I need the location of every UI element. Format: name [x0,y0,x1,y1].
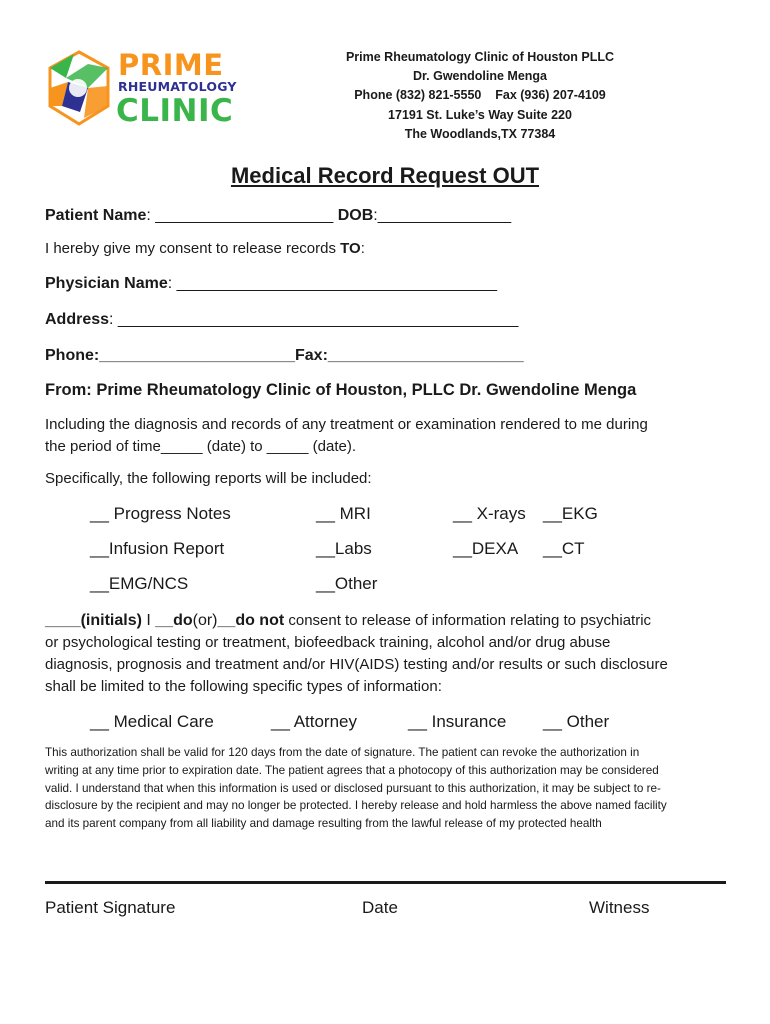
report-ekg[interactable]: __EKG [543,504,598,523]
do-option[interactable]: __do [155,612,193,629]
report-xrays[interactable]: __ X-rays [453,504,526,523]
logo-word-prime: PRIME [118,48,224,82]
dob-label: DOB [337,207,374,224]
initials-i: I [141,612,156,629]
phone-label: Phone [45,347,94,364]
date-field[interactable]: Date [362,898,398,917]
patient-signature-field[interactable]: Patient Signature [45,898,176,917]
patient-name-label: Patient Name [45,207,147,224]
clinic-address-block [330,48,630,144]
info-medical-care[interactable]: __ Medical Care [90,712,214,731]
report-infusion[interactable]: __Infusion Report [90,539,225,558]
patient-name-field[interactable]: : ____________________ [146,207,338,224]
clinic-phone-fax: Phone (832) 821-5550 Fax (936) 207-4109 [354,88,606,103]
info-attorney[interactable]: __ Attorney [271,712,358,731]
consent-text: I hereby give my consent to release records [45,240,341,257]
authorization-line-5: and its parent company from all liability and damage resulting from the lawful release of my protected health [45,817,602,831]
address-line [45,311,518,329]
or-text: (or) [192,612,218,629]
initials-line-2: or psychological testing or treatment, biofeedback training, alcohol and/or drug abuse [45,634,611,651]
report-dexa[interactable]: __DEXA [453,539,519,558]
initials-paragraph [45,610,725,698]
clinic-city: The Woodlands,TX 77384 [404,126,556,141]
authorization-line-3: valid. I understand that when this information is used or disclosed pursuant to this authorization, it may be subject to re- [45,781,661,795]
from-line: From: Prime Rheumatology Clinic of Houston, PLLC Dr. Gwendoline Menga [45,381,637,399]
consent-colon: : [360,240,365,257]
info-insurance[interactable]: __ Insurance [408,712,507,731]
initials-line-3: diagnosis, prognosis and treatment and/or HIV(AIDS) testing and/or results or such disclosure [45,656,668,673]
physician-name-field[interactable]: : ____________________________________ [167,275,497,292]
initials-field[interactable]: ____ [45,612,81,629]
document-title: Medical Record Request OUT [230,163,540,188]
logo-word-rheumatology: RHEUMATOLOGY [118,79,237,94]
clinic-name: Prime Rheumatology Clinic of Houston PLLC [345,50,615,64]
doctor-name: Dr. Gwendoline Menga [412,69,548,84]
address-label: Address [45,311,110,328]
initials-line-1 [45,610,725,632]
initials-label: (initials) [80,612,142,629]
fax-label: Fax [294,347,323,364]
initials-line-4: shall be limited to the following specific types of information: [45,678,442,695]
report-ct[interactable]: __CT [543,539,585,558]
including-line-2: the period of time_____ (date) to _____ (date). [45,438,357,455]
authorization-line-1: This authorization shall be valid for 120 days from the date of signature. The patient can revoke the authorization in [45,746,640,759]
consent-to: TO [340,240,361,257]
consent-line [45,240,365,257]
witness-field[interactable]: Witness [589,898,650,917]
do-not-option[interactable]: __do not [217,612,285,629]
report-other[interactable]: __Other [316,574,378,593]
clinic-logo [44,48,240,130]
physician-line [45,275,497,293]
authorization-line-2: writing at any time prior to expiration date. The patient agrees that a photocopy of this authorization may be considered [45,763,659,777]
clinic-street: 17191 St. Luke’s Way Suite 220 [388,107,572,122]
dob-field[interactable]: :_______________ [373,207,512,224]
patient-line [45,207,511,225]
fax-field[interactable]: :______________________ [322,347,524,364]
authorization-line-4: disclosure by the recipient and may no longer be protected. I hereby release and hold harmless the above named facility [45,799,667,813]
including-line-1: Including the diagnosis and records of any treatment or examination rendered to me during [45,416,648,433]
address-field[interactable]: : _____________________________________________ [109,311,519,328]
specifically-line: Specifically, the following reports will be included: [45,470,372,487]
report-emg-ncs[interactable]: __EMG/NCS [90,574,189,593]
including-paragraph [45,414,725,458]
initials-rest: consent to release of information relating to psychiatric [284,612,652,629]
physician-name-label: Physician Name [45,275,168,292]
authorization-paragraph [45,744,727,833]
report-progress-notes[interactable]: __ Progress Notes [90,504,231,523]
logo-word-clinic: CLINIC [116,93,234,129]
logo-emblem-icon [44,48,114,130]
report-labs[interactable]: __Labs [316,539,372,558]
report-mri[interactable]: __ MRI [316,504,371,523]
info-other[interactable]: __ Other [543,712,610,731]
phone-field[interactable]: :______________________ [93,347,295,364]
signature-rule [45,881,726,884]
phone-fax-line [45,347,524,365]
